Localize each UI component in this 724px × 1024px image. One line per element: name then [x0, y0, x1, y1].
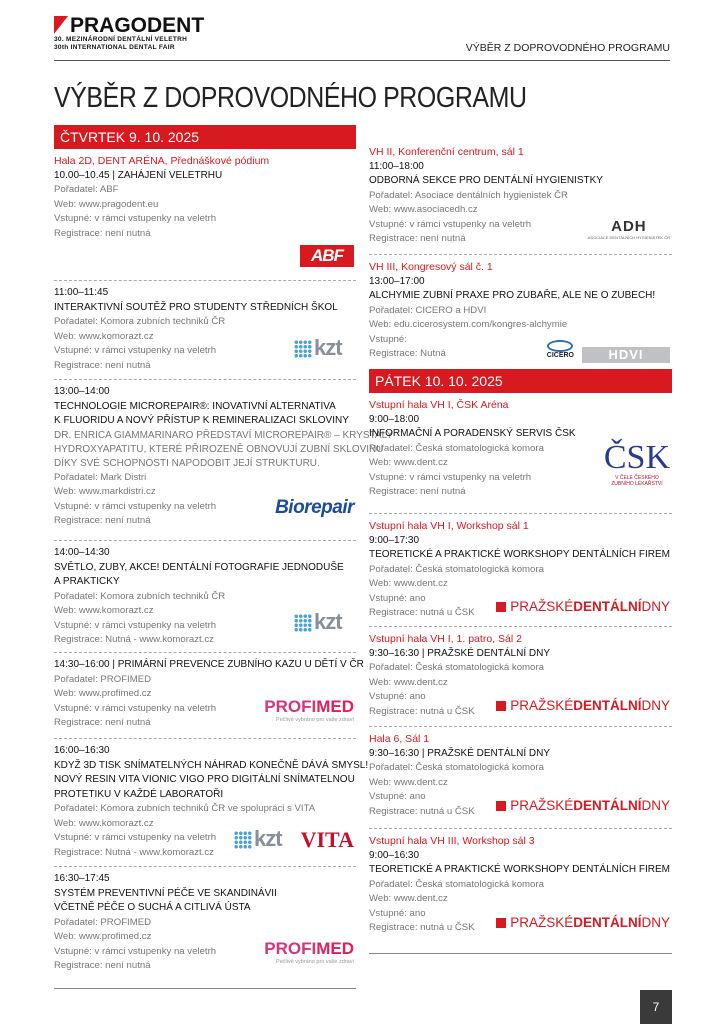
event-title: 10.00–10.45 | ZAHÁJENÍ VELETRHU — [54, 169, 223, 181]
event-venue: Vstupní hala VH I, ČSK Aréna — [369, 399, 509, 411]
profimed-logo-a: PROFI — [264, 697, 317, 716]
event-item — [54, 281, 356, 380]
event-organizer: Pořadatel: Mark Distri — [54, 471, 147, 483]
event-registration: Registrace: není nutná — [54, 515, 151, 526]
event-web[interactable]: Web: www.dent.cz — [369, 457, 448, 468]
page-number: 7 — [640, 990, 672, 1024]
event-title: 9:30–16:30 | PRAŽSKÉ DENTÁLNÍ DNY — [369, 647, 551, 659]
brand-name: PRAGODENT — [70, 14, 205, 37]
pdd-logo-b: DENTÁLNÍ — [573, 798, 642, 813]
event-title: TEORETICKÉ A PRAKTICKÉ WORKSHOPY DENTÁLNÍCH FIREM — [369, 549, 670, 560]
hdvi-logo: HDVI — [582, 347, 670, 363]
event-registration: Registrace: není nutná — [54, 359, 151, 371]
event-title: 14:30–16:00 | PRIMÁRNÍ PREVENCE ZUBNÍHO KAZU U DĚTÍ V ČR — [54, 659, 364, 670]
event-registration: Registrace: Nutná - www.komorazt.cz — [54, 634, 214, 645]
pdd-logo-c: DNY — [641, 798, 670, 813]
event-item — [369, 727, 672, 829]
event-item — [369, 829, 672, 954]
event-web[interactable]: Web: www.asociacedh.cz — [369, 204, 478, 215]
event-item — [369, 514, 672, 627]
event-web[interactable]: Web: www.markdistri.cz — [54, 486, 156, 497]
pdd-logo-b: DENTÁLNÍ — [573, 915, 642, 930]
event-registration: Registrace: nutná u ČSK — [369, 805, 475, 817]
event-title-line: VČETNĚ PÉČE O SUCHÁ A CITLIVÁ ÚSTA — [54, 902, 251, 913]
abf-logo: ABF — [300, 245, 354, 267]
kzt-logo-text: kzt — [314, 609, 342, 634]
pdd-logo-c: DNY — [641, 599, 670, 614]
event-venue: Vstupní hala VH III, Workshop sál 3 — [369, 835, 535, 847]
event-organizer: Pořadatel: Česká stomatologická komora — [369, 878, 544, 890]
event-web[interactable]: Web: www.profimed.cz — [54, 931, 152, 942]
event-item — [54, 739, 369, 867]
event-venue: Vstupní hala VH I, 1. patro, Sál 2 — [369, 633, 522, 645]
event-organizer: Pořadatel: Komora zubních techniků ČR — [54, 316, 226, 327]
event-title-line: NOVÝ RESIN VITA VIONIC VIGO PRO DIGITÁLNÍ SNÍMATELNOU — [54, 774, 355, 785]
event-fee: Vstupné: v rámci vstupenky na veletrh — [54, 945, 217, 957]
pragodent-logo — [54, 16, 204, 56]
profimed-logo — [264, 697, 354, 723]
event-organizer: Pořadatel: CICERO a HDVI — [369, 304, 487, 316]
profimed-tagline: Pečlivě vybráno pro vaše zdraví — [276, 959, 354, 965]
kzt-logo — [294, 610, 354, 636]
day-header-thursday: ČTVRTEK 9. 10. 2025 — [54, 125, 356, 149]
event-time: 16:00–16:30 — [54, 745, 110, 756]
event-web[interactable]: Web: www.profimed.cz — [54, 688, 152, 699]
event-time: 11:00–11:45 — [54, 287, 109, 298]
event-item — [54, 380, 394, 541]
left-column — [54, 125, 394, 989]
event-venue: Hala 6, Sál 1 — [369, 733, 430, 745]
kzt-logo-text: kzt — [314, 335, 342, 360]
event-venue: VH II, Konferenční centrum, sál 1 — [369, 146, 524, 158]
event-title-line: KDYŽ 3D TISK SNÍMATELNÝCH NÁHRAD KONEČNĚ DÁVÁ SMYSL! — [54, 759, 369, 771]
pdd-mark-icon — [496, 801, 506, 811]
event-registration: Registrace: není nutná — [54, 717, 151, 728]
event-time: 13:00–17:00 — [369, 275, 425, 287]
event-web[interactable]: Web: www.dent.cz — [369, 578, 448, 589]
event-title-line: TECHNOLOGIE MICROREPAIR®: INOVATIVNÍ ALTERNATIVA — [54, 400, 336, 412]
pragodent-mark-icon — [54, 16, 68, 34]
adh-logo — [588, 218, 670, 240]
event-title-line: A PRAKTICKY — [54, 576, 120, 587]
event-fee: Vstupné: v rámci vstupenky na veletrh — [369, 471, 532, 483]
event-registration: Registrace: nutná u ČSK — [369, 607, 475, 618]
event-venue: Hala 2D, DENT ARÉNA, Přednáškové pódium — [54, 155, 270, 167]
event-web[interactable]: Web: edu.cicerosystem.com/kongres-alchymie — [369, 319, 568, 330]
event-time: 13:00–14:00 — [54, 386, 110, 397]
pdd-logo-b: DENTÁLNÍ — [573, 698, 642, 713]
vita-logo: VITA — [300, 827, 354, 852]
event-title: INFORMAČNÍ A PORADENSKÝ SERVIS ČSK — [369, 428, 576, 439]
event-fee: Vstupné: ano — [369, 691, 426, 702]
event-time: 9:00–17:30 — [369, 534, 420, 546]
event-fee: Vstupné: ano — [369, 791, 426, 802]
event-organizer: Pořadatel: ABF — [54, 184, 119, 195]
cicero-logo — [547, 340, 574, 359]
event-item — [54, 541, 356, 653]
profimed-tagline: Pečlivě vybráno pro vaše zdraví — [276, 717, 354, 723]
prazske-dentalni-dny-logo — [496, 798, 670, 813]
pdd-logo-c: DNY — [641, 698, 670, 713]
cicero-logo-text: CICERO — [546, 352, 574, 359]
right-column — [369, 140, 672, 954]
csk-logo-sub1: V ČELE ČESKÉHO — [615, 475, 659, 481]
pdd-mark-icon — [496, 701, 506, 711]
event-fee: Vstupné: — [369, 333, 407, 345]
brand-line2: 30th INTERNATIONAL DENTAL FAIR — [54, 44, 175, 51]
event-item — [54, 149, 356, 281]
event-organizer: Pořadatel: PROFIMED — [54, 916, 152, 928]
csk-logo-text: ČSK — [603, 439, 670, 476]
profimed-logo-b: MED — [316, 939, 354, 958]
pdd-logo-c: DNY — [641, 915, 670, 930]
event-time: 9:00–16:30 — [369, 849, 420, 861]
section-header: VÝBĚR Z DOPROVODNÉHO PROGRAMU — [465, 42, 670, 54]
pdd-logo-a: PRAŽSKÉ — [510, 599, 574, 614]
cicero-infinity-icon — [547, 340, 573, 352]
event-description: DR. ENRICA GIAMMARINARO PŘEDSTAVÍ MICROREPAIR® – KRYSTALY — [54, 429, 394, 441]
kzt-dots-icon — [294, 340, 312, 358]
event-time: 9:00–18:00 — [369, 413, 420, 425]
event-time: 14:00–14:30 — [54, 547, 110, 558]
event-item — [369, 393, 672, 514]
event-registration: Registrace: není nutná — [369, 486, 466, 497]
profimed-logo — [264, 939, 354, 965]
event-organizer: Pořadatel: Česká stomatologická komora — [369, 563, 544, 575]
event-registration: Registrace: nutná u ČSK — [369, 705, 475, 717]
prazske-dentalni-dny-logo — [496, 915, 670, 930]
prazske-dentalni-dny-logo — [496, 599, 670, 614]
event-fee: Vstupné: v rámci vstupenky na veletrh — [54, 702, 217, 714]
adh-logo-sub: ASOCIACE DENTÁLNÍCH HYGIENISTEK ČR — [587, 235, 670, 240]
biorepair-logo: Biorepair — [275, 497, 354, 518]
event-item — [369, 255, 672, 369]
profimed-logo-b: MED — [316, 697, 354, 716]
event-web[interactable]: Web: www.komorazt.cz — [54, 817, 154, 829]
event-time: 16:30–17:45 — [54, 873, 110, 884]
event-web[interactable]: Web: www.dent.cz — [369, 676, 448, 688]
event-registration: Registrace: Nutná - www.komorazt.cz — [54, 846, 214, 858]
event-organizer: Pořadatel: PROFIMED — [54, 673, 152, 685]
page-title: VÝBĚR Z DOPROVODNÉHO PROGRAMU — [54, 82, 527, 114]
kzt-dots-icon — [234, 831, 252, 849]
event-organizer: Pořadatel: Komora zubních techniků ČR — [54, 590, 226, 602]
event-fee: Vstupné: v rámci vstupenky na veletrh — [54, 500, 217, 512]
event-item — [54, 653, 364, 739]
event-title: ODBORNÁ SEKCE PRO DENTÁLNÍ HYGIENISTKY — [369, 175, 603, 186]
event-registration: Registrace: není nutná — [54, 960, 151, 971]
pdd-logo-a: PRAŽSKÉ — [510, 798, 574, 813]
event-title-line: PROTETIKU V KAŽDÉ LABORATOŘI — [54, 788, 224, 800]
event-web[interactable]: Web: www.dent.cz — [369, 776, 448, 788]
event-organizer: Pořadatel: Česká stomatologická komora — [369, 762, 544, 773]
header-divider — [54, 60, 670, 61]
event-description: HYDROXYAPATITU, KTERÉ PŘIROZENĚ OBNOVUJÍ ZUBNÍ SKLOVINU — [54, 443, 384, 455]
brand-line1: 30. MEZINÁRODNÍ DENTÁLNÍ VELETRH — [54, 36, 188, 43]
event-fee: Vstupné: ano — [369, 907, 426, 919]
event-title-line: K FLUORIDU A NOVÝ PŘÍSTUP K REMINERALIZACI SKLOVINY — [54, 415, 349, 426]
event-title: TEORETICKÉ A PRAKTICKÉ WORKSHOPY DENTÁLNÍCH FIREM — [369, 864, 670, 875]
event-title-line: SVĚTLO, ZUBY, AKCE! DENTÁLNÍ FOTOGRAFIE JEDNODUŠE — [54, 561, 344, 573]
event-web[interactable]: Web: www.komorazt.cz — [54, 605, 154, 616]
csk-logo-sub2: ZUBNÍHO LÉKAŘSTVÍ — [611, 481, 663, 487]
event-title-line: SYSTÉM PREVENTIVNÍ PÉČE VE SKANDINÁVII — [54, 887, 277, 899]
event-venue: VH III, Kongresový sál č. 1 — [369, 261, 493, 273]
event-fee: Vstupné: v rámci vstupenky na veletrh — [54, 619, 217, 631]
pdd-mark-icon — [496, 602, 506, 612]
event-organizer: Pořadatel: Česká stomatologická komora — [369, 662, 544, 673]
event-title: ALCHYMIE ZUBNÍ PRAXE PRO ZUBAŘE, ALE NE O ZUBECH! — [369, 290, 656, 301]
event-web[interactable]: Web: www.dent.cz — [369, 893, 448, 904]
event-title: INTERAKTIVNÍ SOUTĚŽ PRO STUDENTY STŘEDNÍCH ŠKOL — [54, 301, 338, 313]
csk-logo — [604, 441, 670, 487]
event-fee: Vstupné: v rámci vstupenky na veletrh — [54, 213, 217, 224]
kzt-dots-icon — [294, 614, 312, 632]
event-fee: Vstupné: v rámci vstupenky na veletrh — [54, 832, 217, 843]
kzt-logo — [234, 827, 294, 853]
event-description: DÍKY SVÉ SCHOPNOSTI NAPODOBIT JEJÍ STRUKTURU. — [54, 457, 320, 469]
event-time: 11:00–18:00 — [369, 160, 424, 172]
profimed-logo-a: PROFI — [264, 939, 317, 958]
event-fee: Vstupné: v rámci vstupenky na veletrh — [369, 218, 532, 230]
adh-logo-text: ADH — [611, 218, 647, 235]
event-fee: Vstupné: ano — [369, 592, 426, 604]
event-registration: Registrace: není nutná — [54, 227, 151, 239]
pdd-mark-icon — [496, 918, 506, 928]
event-item — [369, 140, 672, 255]
event-fee: Vstupné: v rámci vstupenky na veletrh — [54, 345, 217, 356]
event-registration: Registrace: Nutná — [369, 348, 446, 359]
event-title: 9:30–16:30 | PRAŽSKÉ DENTÁLNÍ DNY — [369, 747, 551, 759]
prazske-dentalni-dny-logo — [496, 698, 670, 713]
event-registration: Registrace: není nutná — [369, 233, 466, 244]
pdd-logo-a: PRAŽSKÉ — [510, 915, 574, 930]
event-organizer: Pořadatel: Česká stomatologická komora — [369, 442, 544, 454]
event-venue: Vstupní hala VH I, Workshop sál 1 — [369, 520, 529, 532]
kzt-logo-text: kzt — [254, 826, 282, 851]
event-web[interactable]: Web: www.pragodent.eu — [54, 198, 159, 210]
pdd-logo-a: PRAŽSKÉ — [510, 698, 574, 713]
event-organizer: Pořadatel: Komora zubních techniků ČR ve spolupráci s VITA — [54, 803, 316, 814]
pdd-logo-b: DENTÁLNÍ — [573, 599, 642, 614]
event-organizer: Pořadatel: Asociace dentálních hygienistek ČR — [369, 189, 568, 201]
kzt-logo — [294, 336, 354, 362]
event-item — [369, 627, 672, 727]
event-web[interactable]: Web: www.komorazt.cz — [54, 330, 154, 342]
event-registration: Registrace: nutná u ČSK — [369, 922, 475, 933]
event-item — [54, 867, 356, 989]
day-header-friday: PÁTEK 10. 10. 2025 — [369, 369, 672, 393]
